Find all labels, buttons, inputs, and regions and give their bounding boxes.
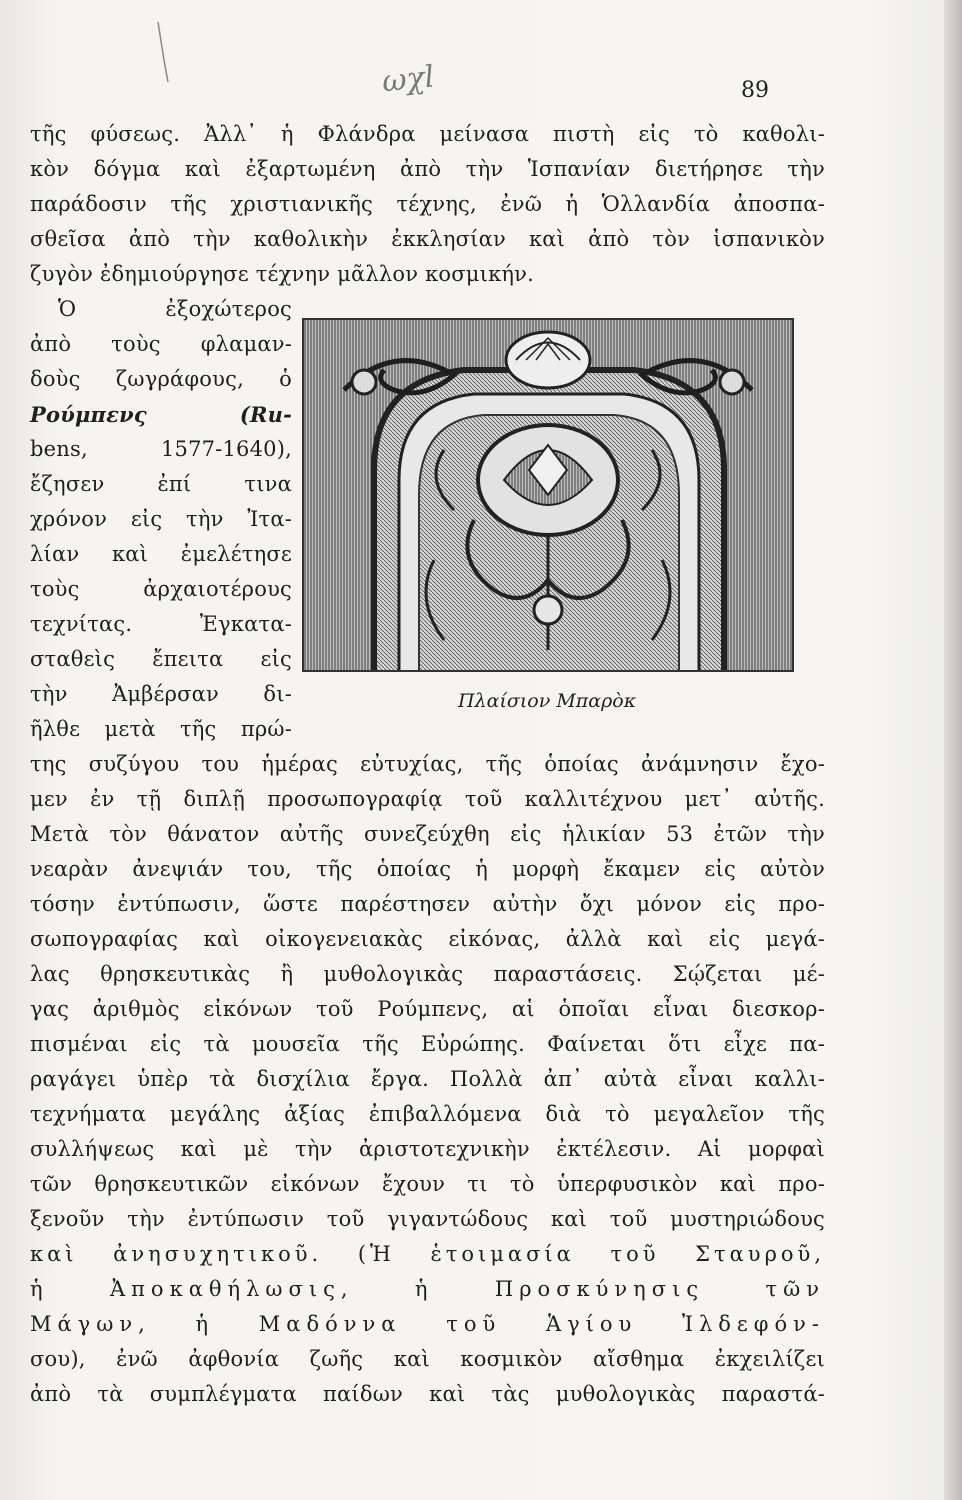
- text-line: σου), ἐνῶ ἀφθονία ζωῆς καὶ κοσμικὸν αἴσθημα ἐκχειλίζει: [30, 1347, 825, 1371]
- figure-caption: Πλαίσιον Μπαρὸκ: [458, 690, 637, 712]
- text-line: σταθεὶς ἔπειτα εἰς: [30, 647, 292, 671]
- text-line: δοὺς ζωγράφους, ὁ: [30, 367, 292, 391]
- text-line: της συζύγου του ἡμέρας εὐτυχίας, τῆς ὁποίας ἀνάμνησιν ἔχο-: [30, 752, 825, 776]
- text-line: ἀπὸ τὰ συμπλέγματα παίδων καὶ τὰς μυθολογικὰς παραστά-: [30, 1382, 825, 1406]
- text-line: τόσην ἐντύπωσιν, ὥστε παρέστησεν αὐτὴν ὄχι μόνον εἰς προ-: [30, 892, 825, 916]
- text-line: χρόνον εἰς τὴν Ἰτα-: [30, 507, 292, 531]
- page-edge-shadow: [944, 0, 962, 1500]
- text-line: ἔζησεν ἐπί τινα: [30, 472, 292, 496]
- text-line: ξενοῦν τὴν ἐντύπωσιν τοῦ γιγαντώδους καὶ τοῦ μυστηριώδους: [30, 1207, 825, 1231]
- text-line: Ὁ ἐξοχώτερος: [58, 297, 292, 321]
- text-line: γας ἀριθμὸς εἰκόνων τοῦ Ρούμπενς, αἱ ὁποῖαι εἶναι διεσκορ-: [30, 997, 825, 1021]
- pencil-annotation: ωχl: [380, 59, 436, 100]
- text-line: ῆλθε μετὰ τῆς πρώ-: [30, 717, 292, 741]
- text-line: σωπογραφίας καὶ οἰκογενειακὰς εἰκόνας, ἀλλὰ καὶ εἰς μεγά-: [30, 927, 825, 951]
- text-line: bens, 1577-1640),: [30, 437, 292, 461]
- text-line: Μετὰ τὸν θάνατον αὐτῆς συνεζεύχθη εἰς ἡλικίαν 53 ἐτῶν τὴν: [30, 822, 825, 846]
- text-line: ἀπὸ τοὺς φλαμαν-: [30, 332, 292, 356]
- text-line: ραγάγει ὑπὲρ τὰ δισχίλια ἔργα. Πολλὰ ἀπ᾽ αὐτὰ εἶναι καλλι-: [30, 1067, 825, 1091]
- text-line: ζυγὸν ἐδημιούργησε τέχνην μᾶλλον κοσμικήν.: [30, 262, 535, 286]
- baroque-frame-illustration: [302, 318, 794, 672]
- text-line: συλλήψεως καὶ μὲ τὴν ἀριστοτεχνικὴν ἐκτέλεσιν. Αἱ μορφαὶ: [30, 1137, 825, 1161]
- text-line: καὶ ἀνησυχητικοῦ. (Ἡ ἑτοιμασία τοῦ Σταυροῦ,: [30, 1242, 825, 1266]
- text-line: τεχνίτας. Ἐγκατα-: [30, 612, 292, 636]
- text-line: τεχνήματα μεγάλης ἀξίας ἐπιβαλλόμενα διὰ τὸ μεγαλεῖον τῆς: [30, 1102, 825, 1126]
- margin-pencil-mark: [150, 20, 190, 90]
- text-line: παράδοσιν τῆς χριστιανικῆς τέχνης, ἐνῶ ἡ Ὁλλανδία ἀποσπα-: [30, 192, 825, 216]
- text-line: νεαρὰν ἀνεψιάν του, τῆς ὁποίας ἡ μορφὴ ἔκαμεν εἰς αὐτὸν: [30, 857, 825, 881]
- text-line: σθεῖσα ἀπὸ τὴν καθολικὴν ἐκκλησίαν καὶ ἀπὸ τὸν ἱσπανικὸν: [30, 227, 825, 251]
- text-line: λίαν καὶ ἐμελέτησε: [30, 542, 292, 566]
- text-line: μεν ἐν τῇ διπλῇ προσωπογραφίᾳ τοῦ καλλιτέχνου μετ᾽ αὐτῆς.: [30, 787, 825, 811]
- text-line: τῶν θρησκευτικῶν εἰκόνων ἔχουν τι τὸ ὑπερφυσικὸν καὶ προ-: [30, 1172, 825, 1196]
- text-line: τοὺς ἀρχαιοτέρους: [30, 577, 292, 601]
- text-line: Μάγων, ἡ Μαδόννα τοῦ Ἁγίου Ἰλδεφόν-: [30, 1312, 825, 1336]
- baroque-frame-engraving: [304, 320, 792, 670]
- text-line: τὴν Ἀμβέρσαν δι-: [30, 682, 292, 706]
- page-number: 89: [741, 78, 769, 103]
- text-line: λας θρησκευτικὰς ἢ μυθολογικὰς παραστάσεις. Σῴζεται μέ-: [30, 962, 825, 986]
- text-line: κὸν δόγμα καὶ ἐξαρτωμένη ἀπὸ τὴν Ἱσπανίαν διετήρησε τὴν: [30, 157, 825, 181]
- text-line: ἡ Ἀποκαθήλωσις, ἡ Προσκύνησις τῶν: [30, 1277, 825, 1301]
- text-line: τῆς φύσεως. Ἀλλ᾽ ἡ Φλάνδρα μείνασα πιστὴ εἰς τὸ καθολι-: [30, 122, 825, 146]
- text-line: πισμέναι εἰς τὰ μουσεῖα τῆς Εὐρώπης. Φαίνεται ὅτι εἶχε πα-: [30, 1032, 825, 1056]
- text-line: Ρούμπενς (Ru-: [30, 402, 292, 427]
